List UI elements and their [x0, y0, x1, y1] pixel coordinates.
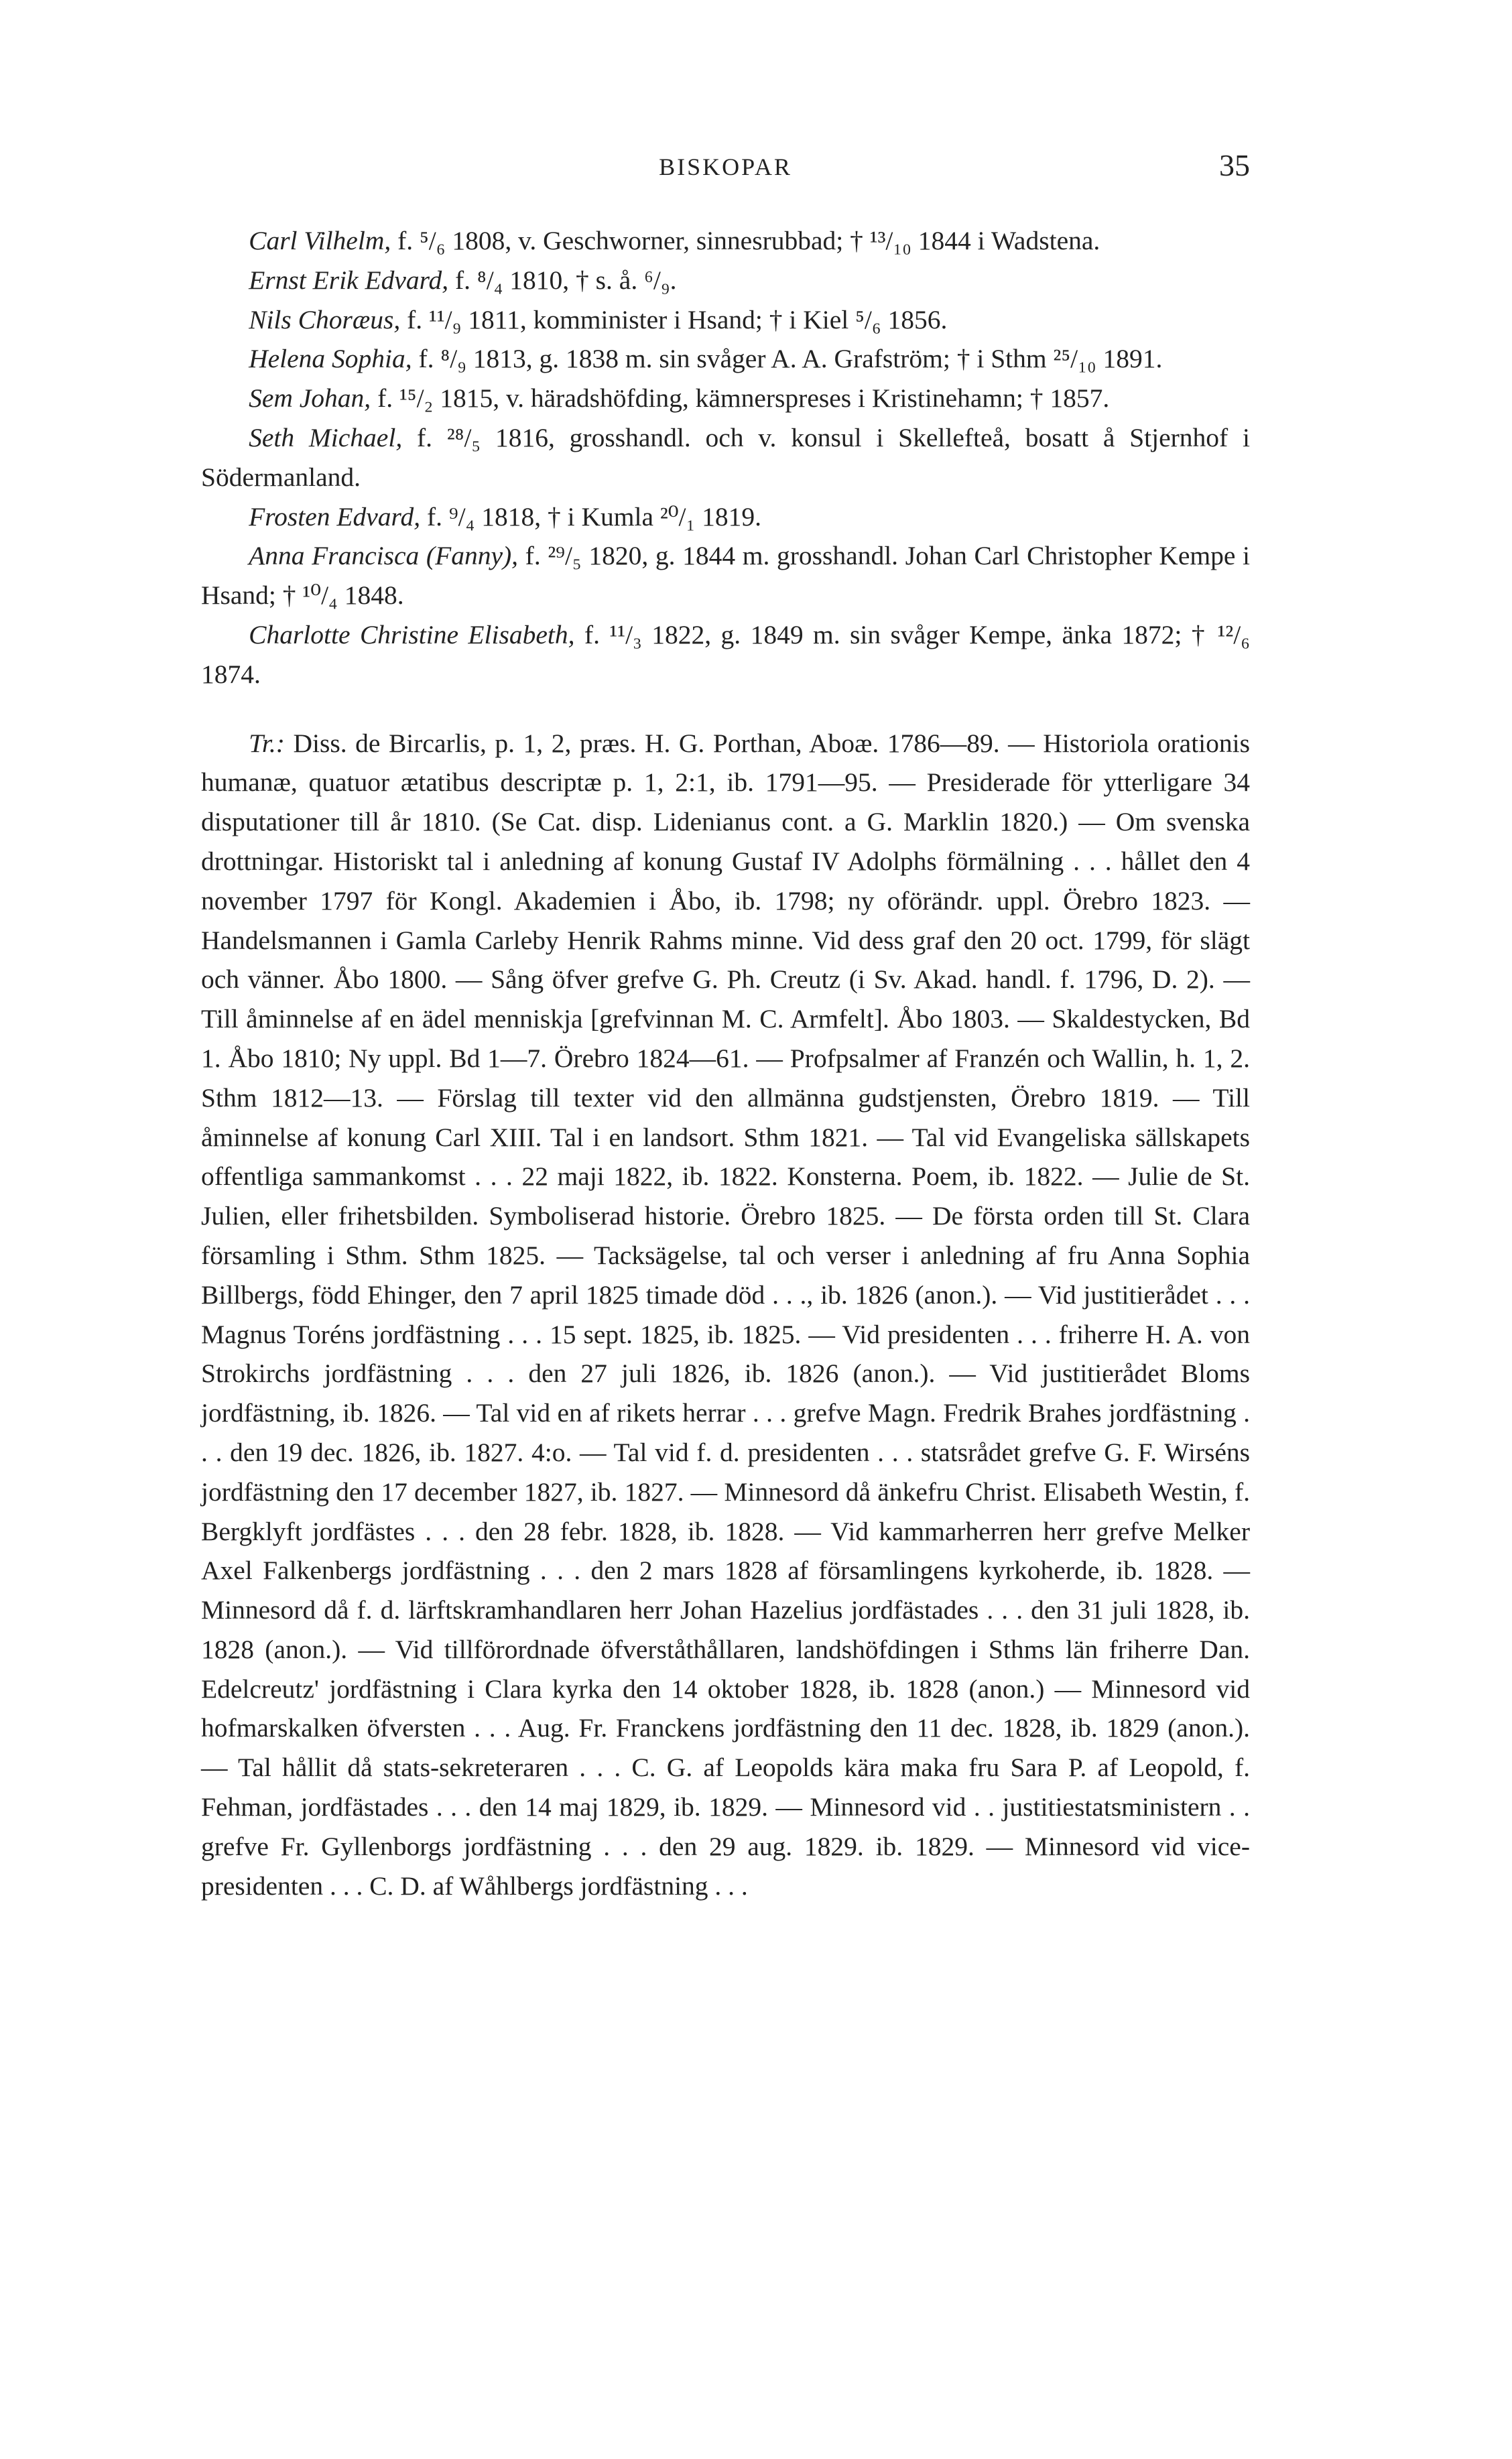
entry-sem-johan: [201, 379, 1250, 418]
entry-text: f. ¹⁵/₂ 1815, v. häradshöfding, kämnerspreses i Kristinehamn; † 1857.: [371, 383, 1110, 414]
entry-name: Frosten Edvard,: [249, 501, 421, 531]
entry-text: f. ²⁹/₅ 1820, g. 1844 m. grosshandl. Johan Carl Christopher Kempe i Hsand; † ¹⁰/₄ 1848.: [201, 541, 1250, 611]
entry-name: Charlotte Christine Elisabeth,: [249, 619, 575, 649]
entry-helena-sophia: [201, 339, 1250, 379]
entry-text: f. ⁸/₄ 1810, † s. å. ⁶/₉.: [448, 265, 677, 295]
references-text: Diss. de Bircarlis, p. 1, 2, præs. H. G. Porthan, Aboæ. 1786—89. — Historiola orationis humanæ, quatuor ætatibus descriptæ p. 1, 2:1, ib. 1791—95. — Presiderade för ytterligare 34 disputationer till år 1810. (Se Cat. disp. Lidenianus cont. a G. Marklin 1820.) — Om svenska drottningar. Historiskt tal i anledning af konung Gustaf IV Adolphs förmälning . . . hållet den 4 november 1797 för Kongl. Akademien i Åbo, ib. 1798; ny oförändr. uppl. Örebro 1823. — Handelsmannen i Gamla Carleby Henrik Rahms minne. Vid dess graf den 20 oct. 1799, för slägt och vänner. Åbo 1800. — Sång öfver grefve G. Ph. Creutz (i Sv. Akad. handl. f. 1796, D. 2). — Till åminnelse af en ädel menniskja [grefvinnan M. C. Armfelt]. Åbo 1803. — Skaldestycken, Bd 1. Åbo 1810; Ny uppl. Bd 1—7. Örebro 1824—61. — Profpsalmer af Franzén och Wallin, h. 1, 2. Sthm 1812—13. — Förslag till texter vid den allmänna gudstjensten, Örebro 1819. — Till åminnelse af konung Carl XIII. Tal i en landsort. Sthm 1821. — Tal vid Evangeliska sällskapets offentliga sammankomst . . . 22 maji 1822, ib. 1822. Konsterna. Poem, ib. 1822. — Julie de St. Julien, eller frihetsbilden. Symboliserad historie. Örebro 1825. — De första orden till St. Clara församling i Sthm. Sthm 1825. — Tacksägelse, tal och verser i anledning af fru Anna Sophia Billbergs, född Ehinger, den 7 april 1825 timade död . . ., ib. 1826 (anon.). — Vid justitierådet . . . Magnus Toréns jordfästning . . . 15 sept. 1825, ib. 1825. — Vid presidenten . . . friherre H. A. von Strokirchs jordfästning . . . den 27 juli 1826, ib. 1826 (anon.). — Vid justitierådet Bloms jordfästning, ib. 1826. — Tal vid en af rikets herrar . . . grefve Magn. Fredrik Brahes jordfästning . . . den 19 dec. 1826, ib. 1827. 4:o. — Tal vid f. d. presidenten . . . statsrådet grefve G. F. Wirséns jordfästning den 17 december 1827, ib. 1827. — Minnesord då änkefru Christ. Elisabeth Westin, f. Bergklyft jordfästes . . . den 28 febr. 1828, ib. 1828. — Vid kammarherren herr grefve Melker Axel Falkenbergs jordfästning . . . den 2 mars 1828 af församlingens kyrkoherde, ib. 1828. — Minnesord då f. d. lärftskramhandlaren herr Johan Hazelius jordfästades . . . den 31 juli 1828, ib. 1828 (anon.). — Vid tillförordnade öfverståthållaren, landshöfdingen i Sthms län friherre Dan. Edelcreutz' jordfästning i Clara kyrka den 14 oktober 1828, ib. 1828 (anon.) — Minnesord vid hofmarskalken öfversten . . . Aug. Fr. Franckens jordfästning den 11 dec. 1828, ib. 1829 (anon.). — Tal hållit då stats-sekreteraren . . . C. G. af Leopolds kära maka fru Sara P. af Leopold, f. Fehman, jordfästades . . . den 14 maj 1829, ib. 1829. — Minnesord vid . . justitiestatsministern . . grefve Fr. Gyllenborgs jordfästning . . . den 29 aug. 1829. ib. 1829. — Minnesord vid vice-presidenten . . . C. D. af Wåhlbergs jordfästning . . .: [201, 728, 1250, 1901]
page-header: [201, 148, 1250, 200]
entry-text: f. ²⁸/₅ 1816, grosshandl. och v. konsul i Skellefteå, bosatt å Stjernhof i Södermanland.: [201, 422, 1250, 492]
entry-text: f. ⁵/₆ 1808, v. Geschworner, sinnesrubbad; † ¹³/₁₀ 1844 i Wadstena.: [391, 226, 1100, 255]
references-label: Tr.:: [249, 728, 285, 758]
page-number: 35: [1219, 148, 1250, 182]
entry-text: f. ¹¹/₉ 1811, komminister i Hsand; † i Kiel ⁵/₆ 1856.: [400, 304, 948, 334]
entry-name: Sem Johan,: [249, 383, 371, 414]
entry-ernst-erik-edvard: [201, 261, 1250, 300]
entry-seth-michael: [201, 418, 1250, 497]
entry-carl-vilhelm: [201, 221, 1250, 261]
entry-text: f. ¹¹/₃ 1822, g. 1849 m. sin svåger Kempe, änka 1872; † ¹²/₆ 1874.: [201, 619, 1250, 689]
entry-text: f. ⁸/₉ 1813, g. 1838 m. sin svåger A. A. Grafström; † i Sthm ²⁵/₁₀ 1891.: [412, 344, 1163, 374]
entry-name: Nils Choræus,: [249, 304, 401, 334]
entry-name: Seth Michael,: [249, 422, 403, 452]
page-body: [201, 221, 1250, 1905]
entry-name: Ernst Erik Edvard,: [249, 265, 449, 295]
entry-frosten-edvard: [201, 497, 1250, 537]
entry-charlotte-christine: [201, 615, 1250, 694]
running-head: BISKOPAR: [659, 153, 792, 180]
entry-name: Anna Francisca (Fanny),: [249, 541, 519, 571]
references-paragraph: [201, 724, 1250, 1906]
entry-name: Helena Sophia,: [249, 344, 412, 374]
entry-name: Carl Vilhelm,: [249, 226, 391, 255]
entry-nils-choraeus: [201, 300, 1250, 340]
entry-anna-francisca: [201, 536, 1250, 615]
entry-text: f. ⁹/₄ 1818, † i Kumla ²⁰/₁ 1819.: [420, 501, 762, 531]
